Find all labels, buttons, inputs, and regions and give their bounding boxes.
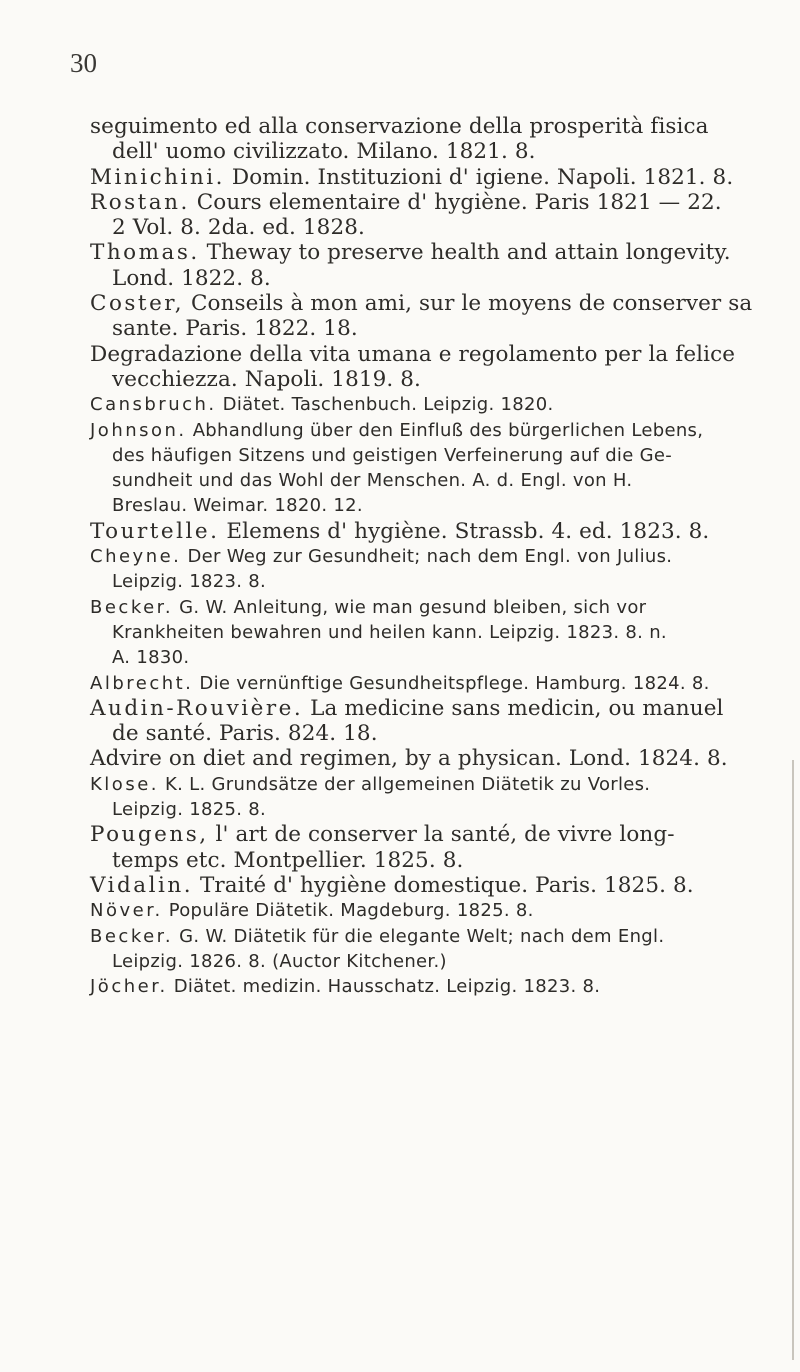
entry-author: Albrecht. [90,672,194,694]
entry-line: Cansbruch. Diätet. Taschenbuch. Leipzig. 1820. [90,394,554,416]
bibliography-entry [90,342,770,393]
bibliography-entry [90,595,770,671]
entry-line: des häufigen Sitzens und geistigen Verfeinerung auf die Ge- [112,444,673,466]
entry-line: vecchiezza. Napoli. 1819. 8. [112,366,421,392]
bibliography-entry [90,772,770,823]
entry-author: Jöcher. [90,976,168,998]
page-number: 30 [70,48,97,78]
entry-author: Johnson. [90,419,187,441]
entry-line: Breslau. Weimar. 1820. 12. [112,495,363,517]
entry-author: Coster, [90,291,185,317]
bibliography-entry [90,240,770,291]
entry-line: Leipzig. 1826. 8. (Auctor Kitchener.) [112,950,447,972]
entry-line: A. 1830. [112,647,190,669]
bibliography-entry [90,974,770,999]
entry-line: sundheit und das Wohl der Menschen. A. d. Engl. von H. [112,470,633,492]
entry-line: temps etc. Montpellier. 1825. 8. [112,847,464,873]
entry-line: Tourtelle. Elemens d' hygiène. Strassb. 4. ed. 1823. 8. [90,518,710,544]
entry-author: Klose. [90,773,159,795]
entry-line: Lond. 1822. 8. [112,265,271,291]
bibliography-entry [90,696,770,747]
bibliography-entry [90,114,770,165]
entry-author: Audin-Rouvière. [90,695,304,721]
entry-line: de santé. Paris. 824. 18. [112,721,378,747]
entry-line: Advire on diet and regimen, by a physican. Lond. 1824. 8. [90,746,728,772]
bibliography-entry [90,873,770,898]
bibliography-entry [90,924,770,975]
entry-line: Becker. G. W. Diätetik für die elegante Welt; nach dem Engl. [90,925,665,947]
entry-line: Johnson. Abhandlung über den Einfluß des bürgerlichen Lebens, [90,419,704,441]
entry-line: Thomas. Theway to preserve health and attain longevity. [90,240,731,266]
entry-author: Növer. [90,900,163,922]
bibliography-entry [90,392,770,417]
entry-author: Minichini. [90,164,225,190]
entry-author: Cansbruch. [90,394,217,416]
bibliography-entry [90,418,770,519]
entry-line: Coster, Conseils à mon ami, sur le moyens de conserver sa [90,291,753,317]
bibliography-entry [90,519,770,544]
bibliography-entry [90,671,770,696]
entry-line: Leipzig. 1823. 8. [112,571,267,593]
entry-line: Audin-Rouvière. La medicine sans medicin, ou manuel [90,695,724,721]
entry-line: seguimento ed alla conservazione della prosperità fisica [90,114,709,139]
entry-author: Thomas. [90,240,200,266]
bibliography-entry [90,822,770,873]
bibliography-entry [90,291,770,342]
entry-author: Vidalin. [90,872,194,898]
entry-author: Cheyne. [90,546,182,568]
entry-line: 2 Vol. 8. 2da. ed. 1828. [112,215,365,241]
bibliography-entry [90,190,770,241]
entry-line: Leipzig. 1825. 8. [112,799,267,821]
entry-line: Rostan. Cours elementaire d' hygiène. Paris 1821 — 22. [90,189,722,215]
entry-author: Pougens, [90,822,209,848]
entry-line: Növer. Populäre Diätetik. Magdeburg. 1825. 8. [90,900,534,922]
entry-line: sante. Paris. 1822. 18. [112,316,358,342]
bibliography-list [90,114,770,999]
entry-author: Becker. [90,596,174,618]
entry-line: Becker. G. W. Anleitung, wie man gesund bleiben, sich vor [90,596,647,618]
entry-author: Becker. [90,925,174,947]
bibliography-entry [90,746,770,771]
entry-line: Albrecht. Die vernünftige Gesundheitspflege. Hamburg. 1824. 8. [90,672,710,694]
entry-line: Cheyne. Der Weg zur Gesundheit; nach dem Engl. von Julius. [90,546,673,568]
page-edge-shadow [792,760,794,1360]
entry-author: Rostan. [90,189,190,215]
bibliography-entry [90,898,770,923]
entry-line: Degradazione della vita umana e regolamento per la felice [90,341,736,367]
entry-line: Vidalin. Traité d' hygiène domestique. Paris. 1825. 8. [90,872,694,898]
entry-line: Pougens, l' art de conserver la santé, de vivre long- [90,822,675,848]
entry-line: Minichini. Domin. Instituzioni d' igiene. Napoli. 1821. 8. [90,164,734,190]
bibliography-entry [90,165,770,190]
entry-line: Jöcher. Diätet. medizin. Hausschatz. Leipzig. 1823. 8. [90,976,601,998]
entry-line: dell' uomo civilizzato. Milano. 1821. 8. [112,139,536,165]
entry-line: Krankheiten bewahren und heilen kann. Leipzig. 1823. 8. n. [112,621,667,643]
entry-line: Klose. K. L. Grundsätze der allgemeinen Diätetik zu Vorles. [90,773,651,795]
entry-author: Tourtelle. [90,518,220,544]
bibliography-entry [90,544,770,595]
